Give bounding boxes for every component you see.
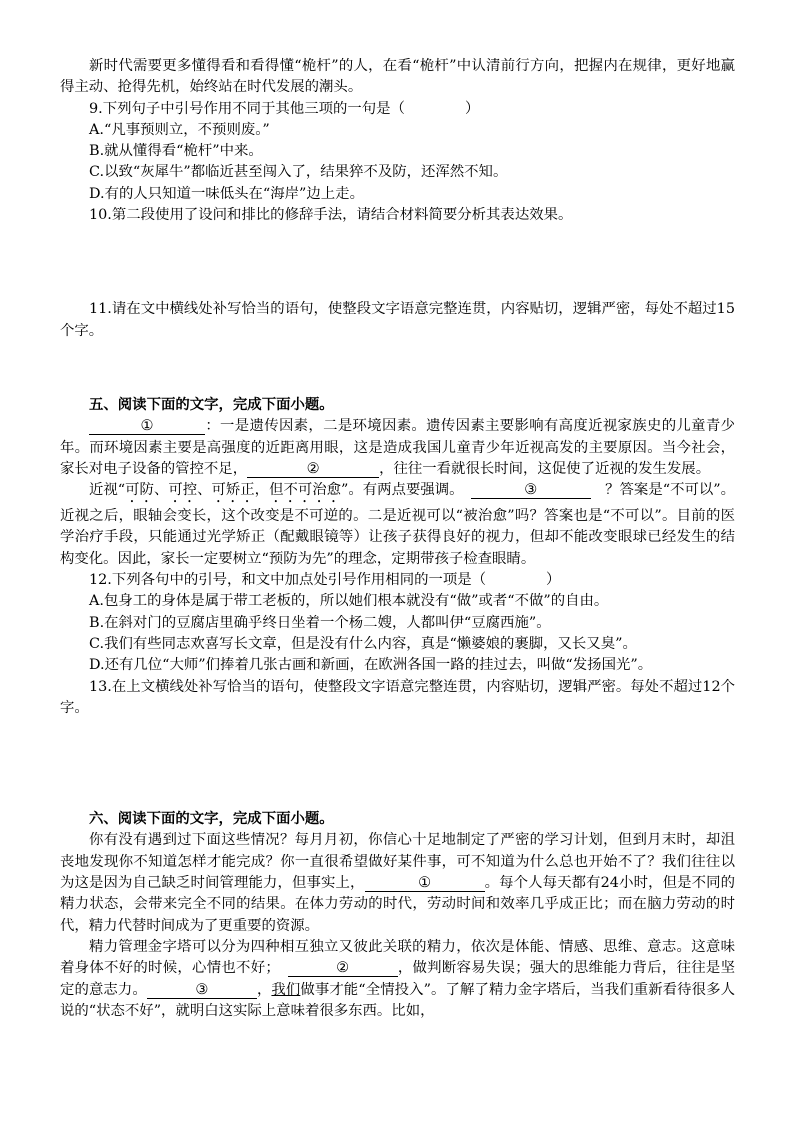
question-text: 9.下列句子中引号作用不同于其他三项的一句是（: [89, 100, 405, 117]
text: 做事才能“全情投入”。了解了精力金字塔后，当我们重新看待很多人说的“状态不好”，就明白这实际上意味着很多东西。比如，: [60, 981, 735, 1019]
text: ：一是遗传因素，二是环境因素。遗传因素主要影响有高度近视家族史的儿童青少年。而环境因素主要是高强度的近距离用眼，这是造成我国儿童青少年近视高发的主要原因。当今社会，家长对电子设备的管控不足，: [60, 418, 735, 477]
question-text-close: ）: [546, 572, 561, 589]
answer-space: [60, 342, 735, 395]
paragraph: [60, 937, 735, 1022]
question-9: [60, 99, 735, 120]
fill-blank-3: ③: [147, 982, 257, 999]
answer-space: [60, 719, 735, 809]
fill-blank-2: ②: [288, 960, 398, 977]
paragraph: [60, 480, 735, 570]
paragraph: 新时代需要更多懂得看和看得懂“桅杆”的人，在看“桅杆”中认清前行方向，把握内在规律，更好地赢得主动、抢得先机，始终站在时代发展的潮头。: [60, 58, 735, 96]
question-10: 10.第二段使用了设问和排比的修辞手法，请结合材料简要分析其表达效果。: [89, 207, 573, 224]
text: 近视: [89, 482, 118, 499]
section-heading: 六、阅读下面的文字，完成下面小题。: [89, 811, 334, 828]
option-b: B.就从懂得看“桅杆”中来。: [89, 143, 263, 160]
document-page: [60, 56, 735, 1022]
option-b: B.在斜对门的豆腐店里确乎终日坐着一个杨二嫂，人都叫伊“豆腐西施”。: [89, 614, 551, 631]
text: ，做判断容易失误；强大的思维能力背后，往往是坚定的意志力。: [60, 960, 735, 998]
text: ，往往一看就很长时间，这促使了近视的发生发展。: [379, 460, 711, 477]
text: 。有两点要强调。: [348, 482, 457, 499]
question-12: [60, 570, 735, 591]
question-text: 12.下列各句中的引号，和文中加点处引号作用相同的一项是（: [89, 572, 487, 589]
dotted-quote: “可防、可控、可矫正，但不可治愈”: [117, 482, 349, 499]
underlined-word: 我们: [271, 981, 301, 998]
text: 精力管理金字塔可以分为四种相互独立又彼此关联的精力，依次是体能、情感、思维、意志。这意味着身体不好的时候，心情也不好；: [60, 938, 735, 977]
paragraph: [60, 830, 735, 936]
fill-blank-1: ①: [365, 875, 485, 892]
option-d: D.有的人只知道一味低头在“海岸”边上走。: [89, 185, 364, 202]
text: 。每个人每天都有24小时，但是不同的精力状态，会带来完全不同的结果。在体力劳动的时代，劳动时间和效率几乎成正比；而在脑力劳动的时代，精力代替时间成为了更重要的资源。: [60, 875, 735, 934]
paragraph: [60, 416, 735, 480]
option-c: C.我们有些同志欢喜写长文章，但是没有什么内容，真是“懒婆娘的裹脚，又长又臭”。: [89, 635, 637, 652]
section-heading: 五、阅读下面的文字，完成下面小题。: [89, 396, 334, 413]
fill-blank-2: ②: [247, 461, 379, 478]
option-c: C.以致“灰犀牛”都临近甚至闯入了，结果猝不及防，还浑然不知。: [89, 164, 508, 181]
question-text-close: ）: [464, 100, 480, 117]
question-11: 11.请在文中横线处补写恰当的语句，使整段文字语意完整连贯，内容贴切，逻辑严密，每处不超过15个字。: [60, 301, 735, 339]
text: 你有没有遇到过下面这些情况？每月月初，你信心十足地制定了严密的学习计划，但到月末时，却沮丧地发现你不知道怎样才能完成？你一直很希望做好某件事，可不知道为什么总也开始不了？我们往往以为这是因为自己缺乏时间管理能力，但事实上，: [60, 832, 735, 892]
fill-blank-3: ③: [471, 482, 591, 499]
option-a: A.“凡事预则立，不预则废。”: [89, 121, 270, 138]
question-13: 13.在上文横线处补写恰当的语句，使整段文字语意完整连贯，内容贴切，逻辑严密。每处不超过12个字。: [60, 678, 735, 716]
text: ？答案是“不可以”。近视之后，眼轴会变长，这个改变是不可逆的。二是近视可以“被治愈”吗？答案也是“不可以”。目前的医学治疗手段，只能通过光学矫正（配戴眼镜等）让孩子获得良好的视力，但却不能改变眼球已经发生的结构变化。因此，家长一定要树立“预防为先”的理念，定期带孩子检查眼睛。: [60, 482, 735, 567]
option-d: D.还有几位“大师”们捧着几张古画和新画，在欧洲各国一路的挂过去，叫做“发扬国光”。: [89, 657, 653, 674]
answer-space: [60, 226, 735, 299]
text: ，: [256, 981, 272, 998]
fill-blank-1: ①: [89, 418, 205, 435]
option-a: A.包身工的身体是属于带工老板的，所以她们根本就没有“做”或者“不做”的自由。: [89, 593, 609, 610]
